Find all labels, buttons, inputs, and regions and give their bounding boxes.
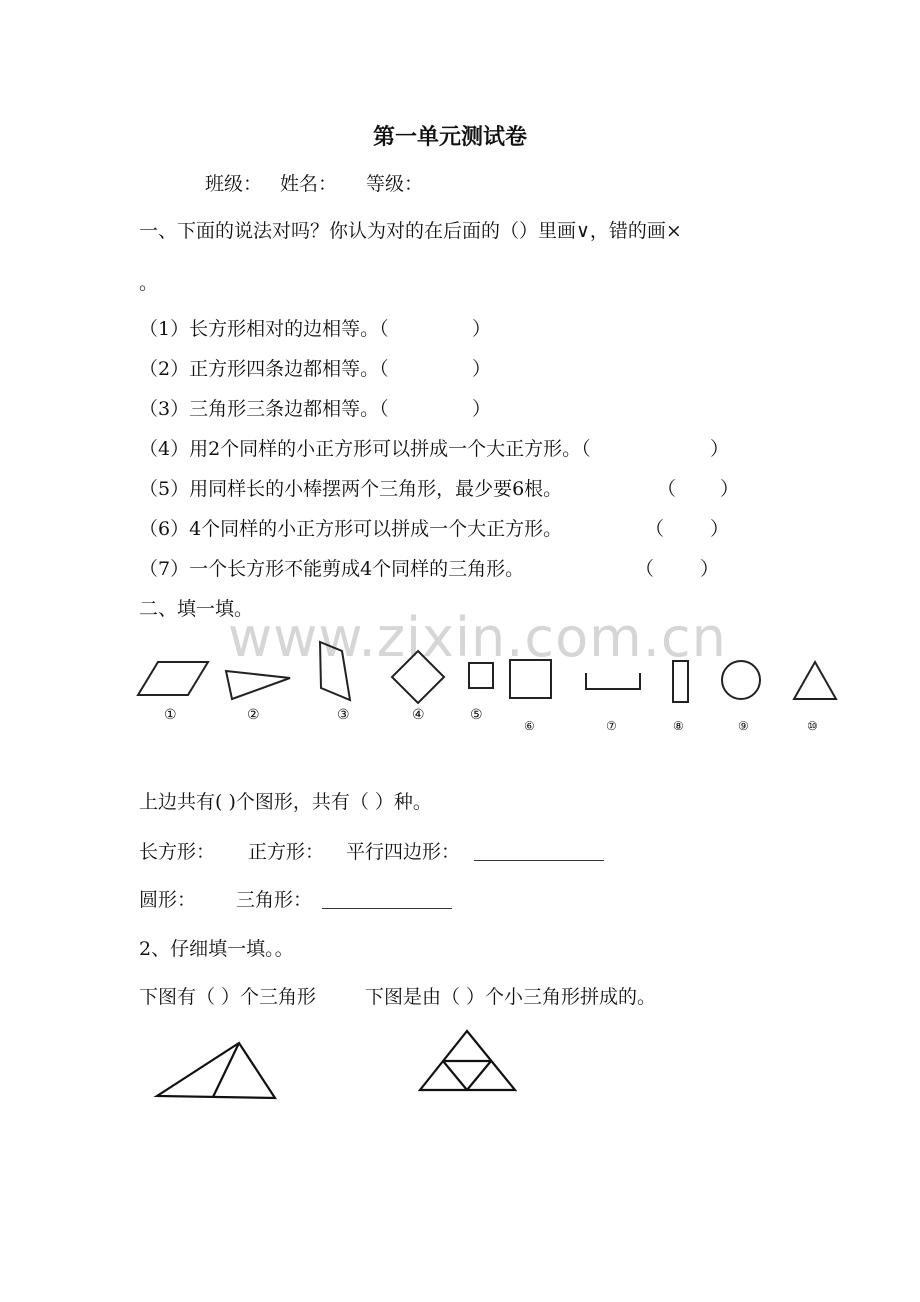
shape-label: ⑨ xyxy=(738,719,749,733)
equilateral-triangle-shape xyxy=(794,662,836,699)
parallelogram-label: 平行四边形： xyxy=(346,841,461,863)
question-b: 下图是由（ ）个小三角形拼成的。 xyxy=(365,986,657,1008)
watermark: www.zixin.com.cn xyxy=(228,606,727,669)
shape-label: ⑤ xyxy=(470,707,483,723)
answer-paren-open[interactable]: （ xyxy=(635,558,655,580)
section1-heading-tail: 。 xyxy=(139,272,159,294)
section1-heading: 一、下面的说法对吗？你认为对的在后面的（）里画∨，错的画× xyxy=(139,220,682,242)
shape-label: ⑥ xyxy=(524,719,535,733)
question-a: 下图有（ ）个三角形 xyxy=(139,986,317,1008)
answer-paren-close[interactable]: ） xyxy=(472,358,492,380)
small-square-shape xyxy=(469,663,493,688)
section2-heading: 二、填一填。 xyxy=(139,598,254,620)
square-label: 正方形： xyxy=(248,841,325,863)
open-rectangle-shape xyxy=(586,673,640,689)
circle-shape xyxy=(722,661,760,699)
statement-item: （1）长方形相对的边相等。（ xyxy=(139,318,389,340)
answer-paren-open[interactable]: （ xyxy=(657,478,677,500)
answer-paren-close[interactable]: ） xyxy=(700,558,720,580)
statement-item: （2）正方形四条边都相等。（ xyxy=(139,358,389,380)
answer-blank[interactable] xyxy=(322,908,452,909)
triangle-figure-b xyxy=(415,1025,525,1097)
count-question: 上边共有( )个图形，共有（ ）种。 xyxy=(139,791,432,813)
page-title: 第一单元测试卷 xyxy=(373,125,528,150)
tall-rectangle-shape xyxy=(673,661,688,702)
answer-paren-open[interactable]: （ xyxy=(645,518,665,540)
tilted-square-shape xyxy=(392,651,444,703)
shape-label: ⑩ xyxy=(807,719,818,733)
shape-label: ④ xyxy=(412,707,425,723)
statement-item: （4）用2个同样的小正方形可以拼成一个大正方形。（ xyxy=(139,438,591,460)
answer-paren-close[interactable]: ） xyxy=(472,398,492,420)
statement-item: （6）4个同样的小正方形可以拼成一个大正方形。 xyxy=(139,518,563,540)
triangle-figure-a xyxy=(150,1035,280,1105)
parallelogram-shape xyxy=(138,662,208,695)
answer-blank[interactable] xyxy=(474,860,604,861)
statement-item: （5）用同样长的小棒摆两个三角形，最少要6根。 xyxy=(139,478,563,500)
answer-paren-close[interactable]: ） xyxy=(710,438,730,460)
circle-label: 圆形： xyxy=(139,889,197,911)
answer-paren-close[interactable]: ） xyxy=(710,518,730,540)
quadrilateral-shape xyxy=(320,642,350,700)
name-label: 姓名： xyxy=(280,173,338,195)
statement-item: （7）一个长方形不能剪成4个同样的三角形。 xyxy=(139,558,525,580)
class-label: 班级： xyxy=(205,173,263,195)
shape-label: ⑦ xyxy=(606,719,617,733)
triangle-label: 三角形： xyxy=(236,889,313,911)
answer-paren-close[interactable]: ） xyxy=(720,478,740,500)
shape-label: ② xyxy=(247,707,260,723)
statement-item: （3）三角形三条边都相等。（ xyxy=(139,398,389,420)
shape-label: ③ xyxy=(337,707,350,723)
shape-label: ① xyxy=(164,707,177,723)
square-shape xyxy=(510,660,551,698)
grade-label: 等级： xyxy=(366,173,424,195)
part2-heading: 2、仔细填一填。。 xyxy=(139,938,294,960)
answer-paren-close[interactable]: ） xyxy=(472,318,492,340)
rect-label: 长方形： xyxy=(139,841,216,863)
scalene-triangle-shape xyxy=(226,671,290,699)
shape-label: ⑧ xyxy=(673,719,684,733)
